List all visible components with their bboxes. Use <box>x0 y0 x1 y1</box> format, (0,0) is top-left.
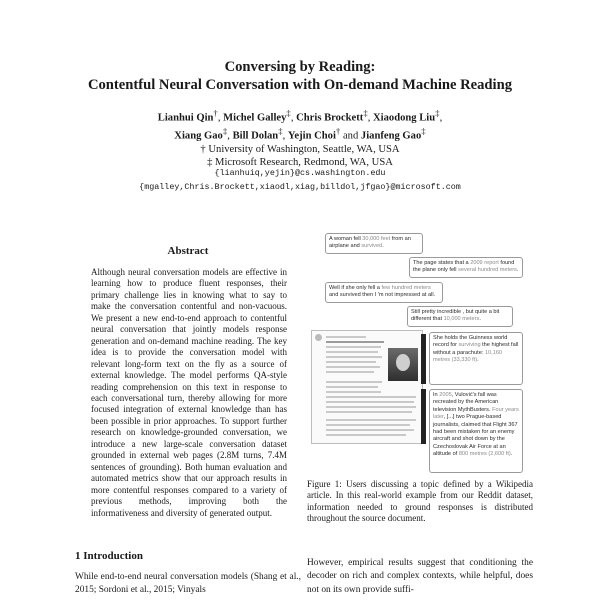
excerpt-highlight: 10,160 metres (33,330 ft) <box>433 349 503 364</box>
title-line-2: Contentful Neural Conversation with On-demand Machine Reading <box>87 77 513 93</box>
author-mark: ‡ <box>435 108 440 118</box>
text-line <box>326 366 380 368</box>
text-line <box>326 386 378 388</box>
author-mark: † <box>213 108 218 118</box>
bubble-text: . <box>382 243 384 250</box>
excerpt-highlight: 2005 <box>439 392 452 398</box>
bubble-highlight: survived <box>361 243 383 250</box>
author-name: Michel Galley <box>223 112 287 124</box>
bubble-highlight: few hundred meters <box>381 285 431 291</box>
author-name: Xiaodong Liu <box>373 112 436 124</box>
author-mark: ‡ <box>222 125 228 136</box>
excerpt-highlight: 800 metres (2,600 ft) <box>458 451 511 458</box>
excerpt-text: the highest fall without a parachute: <box>433 342 519 356</box>
bubble-highlight: 2009 report <box>470 260 499 266</box>
author-block <box>0 107 600 170</box>
bubble-highlight: 30,000 feet <box>362 236 391 242</box>
section-heading-introduction: 1 Introduction <box>75 550 143 562</box>
intro-text-left: While end-to-end neural conversation models (Shang et al., 2015; Sordoni et al., 2015; Vinyals <box>75 572 301 596</box>
text-line <box>326 419 416 421</box>
bubble-highlight: several hundred meters <box>458 267 517 274</box>
bubble-highlight: 10,000 meters <box>443 316 480 323</box>
text-line <box>326 401 414 403</box>
bubble-text: . <box>479 316 481 323</box>
bubble-text: and survived then I 'm not impressed at all. <box>329 292 436 299</box>
chat-bubble-3 <box>325 282 443 303</box>
bubble-text: from <box>390 236 404 242</box>
wikipedia-page-thumbnail <box>311 330 423 444</box>
author-name: Xiang Gao <box>174 130 223 142</box>
bubble-text: found the plane only fell <box>413 260 515 274</box>
author-mark: ‡ <box>286 108 291 118</box>
excerpt-text: . <box>477 357 479 364</box>
author-line-2: Xiang Gao‡, Bill Dolan‡, Yejin Choi† and Jianfeng Gao‡ <box>174 125 426 142</box>
author-mark: ‡ <box>278 125 283 136</box>
affiliation-uw: † University of Washington, Seattle, WA, USA <box>200 143 400 155</box>
text-line <box>326 391 381 393</box>
text-line <box>326 356 382 358</box>
email-msr: {mgalley,Chris.Brockett,xiaodl,xiag,billdol,jfgao}@microsoft.com <box>139 182 461 192</box>
source-excerpt-2 <box>429 389 523 473</box>
excerpt-highlight: surviving <box>458 342 481 349</box>
text-line <box>326 346 381 348</box>
author-mark: ‡ <box>363 108 368 118</box>
bubble-text: Still pretty incredible , but quite a bit different that <box>411 309 500 323</box>
text-line <box>326 351 378 353</box>
excerpt-text: , Vulović's fall was recreated by the American television MythBusters. <box>433 392 499 413</box>
text-line <box>326 411 412 413</box>
bubble-text: Well if she only fell a <box>329 285 382 291</box>
author-mark: † <box>335 125 341 136</box>
author-name: Lianhui Qin <box>157 112 214 124</box>
text-line <box>326 381 382 383</box>
text-line <box>326 406 416 408</box>
author-name: Bill Dolan <box>232 130 279 142</box>
title-line-1: Conversing by Reading: <box>224 59 376 75</box>
portrait-face <box>396 354 410 371</box>
highlight-bar <box>421 334 426 384</box>
highlight-bar <box>421 389 426 444</box>
affiliation-msr: ‡ Microsoft Research, Redmond, WA, USA <box>207 157 393 169</box>
excerpt-highlight: Four years later <box>433 406 519 421</box>
author-mark: ‡ <box>421 125 426 136</box>
excerpt-text: . <box>510 451 513 458</box>
bubble-text: an airplane and <box>329 236 411 250</box>
paper-title <box>0 58 600 94</box>
wikipedia-logo-icon <box>315 334 322 341</box>
email-uw: {lianhuiq,yejin}@cs.washington.edu <box>214 168 386 178</box>
abstract-text: Although neural conversation models are effective in learning how to produce fluent responses, their primary challenge lies in knowing what to say to make the conversation contentful and non-vacuous. We present a new end-to-end approach to contentful neural conversation that jointly models response generation and on-demand machine reading. The key idea is to provide the conversation model with relevant long-form text on the fly as a source of external knowledge. The model performs QA-style reading comprehension on this text in response to each conversational turn, thereby allowing for more focused integration of external knowledge than has been possible in prior approaches. To support further research on knowledge-grounded conversation, we introduce a new large-scale conversation dataset grounded in external web pages (2.8M turns, 7.4M sentences of grounding). Both human evaluation and automated metrics show that our approach results in more contentful responses compared to a variety of previous methods, improving both the informativeness and diversity of generated output. <box>91 267 287 518</box>
excerpt-text: , [...] two Prague-based journalists, claimed that Flight 367 had been mistaken for an enemy aircraft and shot down by the Czechoslovak Air Force at an altitude of <box>433 414 518 458</box>
text-line <box>326 396 416 398</box>
excerpt-text: She holds the Guinness world record for <box>433 335 508 349</box>
text-line <box>326 336 366 338</box>
author-name: Yejin Choi <box>287 130 336 142</box>
bubble-text: . <box>516 267 519 274</box>
text-line <box>326 434 406 436</box>
text-line <box>326 341 384 343</box>
source-excerpt-1 <box>429 332 523 385</box>
intro-text-right: However, empirical results suggest that conditioning the decoder on rich and complex contexts, while helpful, does not on its own provide suffi- <box>307 558 533 595</box>
figure-1 <box>311 231 535 467</box>
excerpt-text: In <box>433 392 440 398</box>
author-name: Chris Brockett <box>296 112 364 124</box>
chat-bubble-1 <box>325 233 423 254</box>
text-line <box>326 424 410 426</box>
text-line <box>326 361 376 363</box>
chat-bubble-2 <box>409 257 523 278</box>
text-line <box>326 429 414 431</box>
bubble-text: The page states that a <box>413 260 471 266</box>
chat-bubble-4 <box>407 306 513 327</box>
author-line-1: Lianhui Qin†, Michel Galley‡, Chris Brockett‡, Xiaodong Liu‡, <box>157 108 443 124</box>
abstract-heading: Abstract <box>167 245 209 257</box>
figure-caption: Figure 1: Users discussing a topic defined by a Wikipedia article. In this real-world example from our Reddit dataset, information needed to ground responses is distributed throughout the source document. <box>307 479 533 523</box>
text-line <box>326 371 374 373</box>
bubble-text: A woman fell <box>329 236 363 242</box>
author-name: Jianfeng Gao <box>360 130 422 142</box>
portrait-photo <box>388 348 418 381</box>
